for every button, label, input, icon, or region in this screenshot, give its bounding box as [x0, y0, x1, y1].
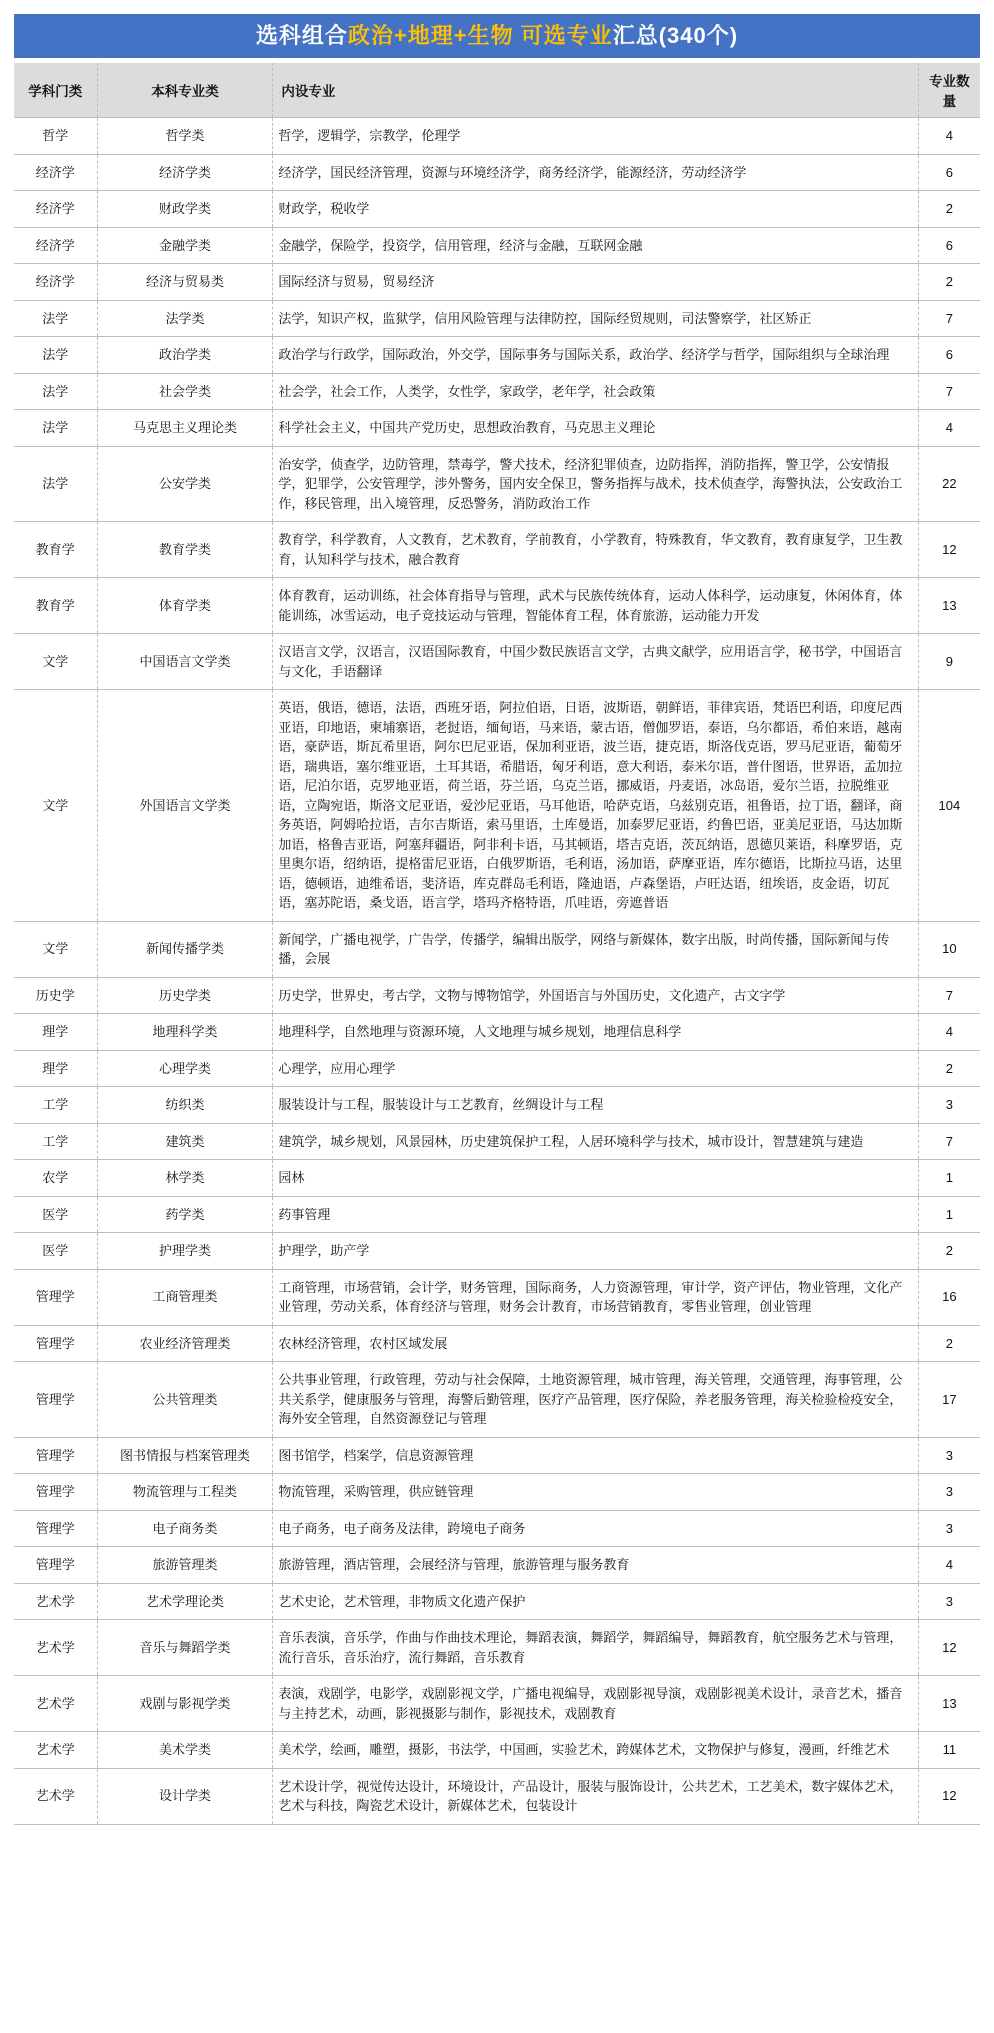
cell-major-count: 1: [918, 1160, 980, 1197]
cell-discipline-category: 工学: [14, 1123, 97, 1160]
cell-included-majors: 公共事业管理，行政管理，劳动与社会保障，土地资源管理，城市管理，海关管理，交通管理，海事管理，公共关系学，健康服务与管理，海警后勤管理，医疗产品管理，医疗保险，养老服务管理，海关检验检疫安全，海外安全管理，自然资源登记与管理: [273, 1362, 918, 1438]
cell-discipline-category: 医学: [14, 1233, 97, 1270]
column-header-major-class: 本科专业类: [97, 63, 273, 118]
table-row: [14, 1087, 980, 1124]
cell-discipline-category: 艺术学: [14, 1583, 97, 1620]
cell-discipline-category: 经济学: [14, 154, 97, 191]
cell-major-count: 3: [918, 1583, 980, 1620]
cell-included-majors: 科学社会主义，中国共产党历史，思想政治教育，马克思主义理论: [273, 410, 918, 447]
cell-major-count: 2: [918, 1325, 980, 1362]
cell-major-count: 2: [918, 1050, 980, 1087]
column-header-majors: 内设专业: [273, 63, 918, 118]
cell-major-class: 体育学类: [97, 578, 273, 634]
table-row: [14, 1547, 980, 1584]
table-row: [14, 1768, 980, 1824]
cell-included-majors: 农林经济管理，农村区域发展: [273, 1325, 918, 1362]
cell-included-majors: 财政学，税收学: [273, 191, 918, 228]
cell-major-count: 104: [918, 690, 980, 922]
table-row: [14, 1362, 980, 1438]
table-header: [14, 63, 980, 118]
table-row: [14, 1732, 980, 1769]
cell-included-majors: 药事管理: [273, 1196, 918, 1233]
cell-major-count: 22: [918, 446, 980, 522]
table-row: [14, 337, 980, 374]
cell-major-class: 纺织类: [97, 1087, 273, 1124]
cell-major-count: 9: [918, 634, 980, 690]
cell-major-count: 7: [918, 1123, 980, 1160]
cell-included-majors: 工商管理，市场营销，会计学，财务管理，国际商务，人力资源管理，审计学，资产评估，物业管理，文化产业管理，劳动关系，体育经济与管理，财务会计教育，市场营销教育，零售业管理，创业管理: [273, 1269, 918, 1325]
table-row: [14, 1196, 980, 1233]
cell-discipline-category: 经济学: [14, 191, 97, 228]
cell-major-class: 电子商务类: [97, 1510, 273, 1547]
cell-major-class: 社会学类: [97, 373, 273, 410]
table-row: [14, 1233, 980, 1270]
cell-discipline-category: 艺术学: [14, 1732, 97, 1769]
cell-major-class: 艺术学理论类: [97, 1583, 273, 1620]
cell-included-majors: 心理学，应用心理学: [273, 1050, 918, 1087]
cell-discipline-category: 历史学: [14, 977, 97, 1014]
cell-discipline-category: 管理学: [14, 1510, 97, 1547]
table-row: [14, 1437, 980, 1474]
cell-major-count: 12: [918, 1620, 980, 1676]
table-row: [14, 977, 980, 1014]
cell-major-count: 4: [918, 1547, 980, 1584]
cell-included-majors: 电子商务，电子商务及法律，跨境电子商务: [273, 1510, 918, 1547]
cell-major-class: 美术学类: [97, 1732, 273, 1769]
cell-discipline-category: 艺术学: [14, 1676, 97, 1732]
cell-discipline-category: 管理学: [14, 1362, 97, 1438]
cell-discipline-category: 艺术学: [14, 1768, 97, 1824]
cell-major-count: 7: [918, 300, 980, 337]
cell-discipline-category: 文学: [14, 634, 97, 690]
cell-major-class: 金融学类: [97, 227, 273, 264]
cell-included-majors: 社会学，社会工作，人类学，女性学，家政学，老年学，社会政策: [273, 373, 918, 410]
cell-discipline-category: 管理学: [14, 1437, 97, 1474]
cell-major-count: 2: [918, 191, 980, 228]
cell-discipline-category: 管理学: [14, 1269, 97, 1325]
cell-included-majors: 英语，俄语，德语，法语，西班牙语，阿拉伯语，日语，波斯语，朝鲜语，菲律宾语，梵语巴利语，印度尼西亚语，印地语，柬埔寨语，老挝语，缅甸语，马来语，蒙古语，僧伽罗语，泰语，乌尔都语，希伯来语，越南语，豪萨语，斯瓦希里语，阿尔巴尼亚语，保加利亚语，波兰语，捷克语，斯洛伐克语，罗马尼亚语，葡萄牙语，瑞典语，塞尔维亚语，土耳其语，希腊语，匈牙利语，意大利语，泰米尔语，普什图语，世界语，孟加拉语，尼泊尔语，克罗地亚语，荷兰语，芬兰语，乌克兰语，挪威语，丹麦语，冰岛语，爱尔兰语，拉脱维亚语，立陶宛语，斯洛文尼亚语，爱沙尼亚语，马耳他语，哈萨克语，乌兹别克语，祖鲁语，拉丁语，翻译，商务英语，阿姆哈拉语，吉尔吉斯语，索马里语，土库曼语，加泰罗尼亚语，约鲁巴语，亚美尼亚语，马达加斯加语，格鲁吉亚语，阿塞拜疆语，阿非利卡语，马其顿语，塔吉克语，茨瓦纳语，恩德贝莱语，科摩罗语，克里奥尔语，绍纳语，提格雷尼亚语，白俄罗斯语，毛利语，汤加语，萨摩亚语，库尔德语，比斯拉马语，达里语，德顿语，迪维希语，斐济语，库克群岛毛利语，隆迪语，卢森堡语，卢旺达语，纽埃语，皮金语，切瓦语，塞苏陀语，桑戈语，语言学，塔玛齐格特语，爪哇语，旁遮普语: [273, 690, 918, 922]
title-selectable-majors: 可选专业: [513, 23, 613, 48]
cell-included-majors: 地理科学，自然地理与资源环境，人文地理与城乡规划，地理信息科学: [273, 1014, 918, 1051]
cell-major-count: 13: [918, 1676, 980, 1732]
cell-major-class: 中国语言文学类: [97, 634, 273, 690]
cell-major-class: 哲学类: [97, 118, 273, 155]
table-row: [14, 1510, 980, 1547]
table-row: [14, 1269, 980, 1325]
cell-major-count: 3: [918, 1510, 980, 1547]
cell-major-class: 建筑类: [97, 1123, 273, 1160]
cell-major-class: 公安学类: [97, 446, 273, 522]
cell-discipline-category: 法学: [14, 300, 97, 337]
cell-major-count: 3: [918, 1474, 980, 1511]
table-row: [14, 1676, 980, 1732]
column-header-category: 学科门类: [14, 63, 97, 118]
cell-discipline-category: 教育学: [14, 578, 97, 634]
cell-major-count: 11: [918, 1732, 980, 1769]
cell-major-count: 3: [918, 1087, 980, 1124]
cell-major-count: 3: [918, 1437, 980, 1474]
table-row: [14, 264, 980, 301]
cell-discipline-category: 理学: [14, 1050, 97, 1087]
cell-discipline-category: 艺术学: [14, 1620, 97, 1676]
cell-major-count: 1: [918, 1196, 980, 1233]
cell-major-class: 设计学类: [97, 1768, 273, 1824]
table-row: [14, 227, 980, 264]
cell-major-class: 工商管理类: [97, 1269, 273, 1325]
cell-discipline-category: 文学: [14, 690, 97, 922]
cell-major-class: 历史学类: [97, 977, 273, 1014]
cell-major-count: 17: [918, 1362, 980, 1438]
cell-discipline-category: 哲学: [14, 118, 97, 155]
cell-major-class: 农业经济管理类: [97, 1325, 273, 1362]
cell-major-count: 6: [918, 337, 980, 374]
cell-included-majors: 旅游管理，酒店管理，会展经济与管理，旅游管理与服务教育: [273, 1547, 918, 1584]
cell-major-count: 16: [918, 1269, 980, 1325]
cell-included-majors: 图书馆学，档案学，信息资源管理: [273, 1437, 918, 1474]
table-row: [14, 921, 980, 977]
cell-major-count: 13: [918, 578, 980, 634]
cell-major-count: 7: [918, 977, 980, 1014]
cell-included-majors: 物流管理，采购管理，供应链管理: [273, 1474, 918, 1511]
title-prefix: 选科组合: [255, 23, 348, 48]
cell-discipline-category: 工学: [14, 1087, 97, 1124]
cell-discipline-category: 教育学: [14, 522, 97, 578]
cell-major-class: 教育学类: [97, 522, 273, 578]
cell-included-majors: 美术学，绘画，雕塑，摄影，书法学，中国画，实验艺术，跨媒体艺术，文物保护与修复，漫画，纤维艺术: [273, 1732, 918, 1769]
table-row: [14, 118, 980, 155]
cell-major-count: 6: [918, 154, 980, 191]
cell-major-class: 外国语言文学类: [97, 690, 273, 922]
majors-table: [14, 63, 980, 1825]
cell-major-class: 法学类: [97, 300, 273, 337]
cell-major-class: 心理学类: [97, 1050, 273, 1087]
cell-major-class: 护理学类: [97, 1233, 273, 1270]
cell-included-majors: 新闻学，广播电视学，广告学，传播学，编辑出版学，网络与新媒体，数字出版，时尚传播，国际新闻与传播，会展: [273, 921, 918, 977]
cell-included-majors: 治安学，侦查学，边防管理，禁毒学，警犬技术，经济犯罪侦查，边防指挥，消防指挥，警卫学，公安情报学，犯罪学，公安管理学，涉外警务，国内安全保卫，警务指挥与战术，技术侦查学，海警执法，公安政治工作，移民管理，出入境管理，反恐警务，消防政治工作: [273, 446, 918, 522]
cell-discipline-category: 农学: [14, 1160, 97, 1197]
table-row: [14, 1123, 980, 1160]
cell-discipline-category: 经济学: [14, 264, 97, 301]
cell-included-majors: 国际经济与贸易，贸易经济: [273, 264, 918, 301]
page-title: [14, 14, 980, 58]
table-row: [14, 154, 980, 191]
cell-discipline-category: 医学: [14, 1196, 97, 1233]
table-row: [14, 300, 980, 337]
cell-discipline-category: 法学: [14, 446, 97, 522]
table-row: [14, 191, 980, 228]
table-row: [14, 373, 980, 410]
cell-discipline-category: 文学: [14, 921, 97, 977]
cell-major-class: 林学类: [97, 1160, 273, 1197]
cell-major-count: 12: [918, 1768, 980, 1824]
table-row: [14, 1583, 980, 1620]
table-row: [14, 578, 980, 634]
cell-included-majors: 园林: [273, 1160, 918, 1197]
cell-included-majors: 金融学，保险学，投资学，信用管理，经济与金融，互联网金融: [273, 227, 918, 264]
cell-included-majors: 教育学，科学教育，人文教育，艺术教育，学前教育，小学教育，特殊教育，华文教育，教育康复学，卫生教育，认知科学与技术，融合教育: [273, 522, 918, 578]
cell-major-class: 财政学类: [97, 191, 273, 228]
table-row: [14, 1160, 980, 1197]
title-subject-combo: 政治+地理+生物: [347, 23, 514, 48]
cell-major-class: 音乐与舞蹈学类: [97, 1620, 273, 1676]
cell-major-class: 地理科学类: [97, 1014, 273, 1051]
cell-major-class: 戏剧与影视学类: [97, 1676, 273, 1732]
cell-major-count: 4: [918, 118, 980, 155]
cell-major-class: 公共管理类: [97, 1362, 273, 1438]
cell-discipline-category: 理学: [14, 1014, 97, 1051]
cell-included-majors: 建筑学，城乡规划，风景园林，历史建筑保护工程，人居环境科学与技术，城市设计，智慧建筑与建造: [273, 1123, 918, 1160]
cell-major-class: 新闻传播学类: [97, 921, 273, 977]
cell-discipline-category: 管理学: [14, 1325, 97, 1362]
table-body: [14, 118, 980, 1825]
cell-major-class: 马克思主义理论类: [97, 410, 273, 447]
cell-major-count: 10: [918, 921, 980, 977]
cell-included-majors: 艺术设计学，视觉传达设计，环境设计，产品设计，服装与服饰设计，公共艺术，工艺美术，数字媒体艺术，艺术与科技，陶瓷艺术设计，新媒体艺术，包装设计: [273, 1768, 918, 1824]
table-row: [14, 1620, 980, 1676]
cell-major-class: 经济学类: [97, 154, 273, 191]
title-suffix: 汇总(340个): [612, 23, 739, 48]
cell-included-majors: 哲学，逻辑学，宗教学，伦理学: [273, 118, 918, 155]
cell-included-majors: 护理学，助产学: [273, 1233, 918, 1270]
cell-included-majors: 法学，知识产权，监狱学，信用风险管理与法律防控，国际经贸规则，司法警察学，社区矫正: [273, 300, 918, 337]
cell-included-majors: 历史学，世界史，考古学，文物与博物馆学，外国语言与外国历史，文化遗产，古文字学: [273, 977, 918, 1014]
cell-major-class: 旅游管理类: [97, 1547, 273, 1584]
cell-included-majors: 汉语言文学，汉语言，汉语国际教育，中国少数民族语言文学，古典文献学，应用语言学，秘书学，中国语言与文化，手语翻译: [273, 634, 918, 690]
cell-included-majors: 服装设计与工程，服装设计与工艺教育，丝绸设计与工程: [273, 1087, 918, 1124]
cell-major-class: 药学类: [97, 1196, 273, 1233]
cell-discipline-category: 管理学: [14, 1474, 97, 1511]
cell-included-majors: 表演，戏剧学，电影学，戏剧影视文学，广播电视编导，戏剧影视导演，戏剧影视美术设计，录音艺术，播音与主持艺术，动画，影视摄影与制作，影视技术，戏剧教育: [273, 1676, 918, 1732]
cell-discipline-category: 法学: [14, 373, 97, 410]
table-row: [14, 1474, 980, 1511]
cell-included-majors: 体育教育，运动训练，社会体育指导与管理，武术与民族传统体育，运动人体科学，运动康复，休闲体育，体能训练，冰雪运动，电子竞技运动与管理，智能体育工程，体育旅游，运动能力开发: [273, 578, 918, 634]
cell-major-count: 4: [918, 1014, 980, 1051]
table-row: [14, 446, 980, 522]
cell-included-majors: 艺术史论，艺术管理，非物质文化遗产保护: [273, 1583, 918, 1620]
cell-included-majors: 音乐表演，音乐学，作曲与作曲技术理论，舞蹈表演，舞蹈学，舞蹈编导，舞蹈教育，航空服务艺术与管理，流行音乐，音乐治疗，流行舞蹈，音乐教育: [273, 1620, 918, 1676]
cell-major-class: 经济与贸易类: [97, 264, 273, 301]
table-row: [14, 1050, 980, 1087]
table-row: [14, 410, 980, 447]
cell-major-class: 物流管理与工程类: [97, 1474, 273, 1511]
cell-included-majors: 经济学，国民经济管理，资源与环境经济学，商务经济学，能源经济，劳动经济学: [273, 154, 918, 191]
cell-major-count: 4: [918, 410, 980, 447]
column-header-count: 专业数量: [918, 63, 980, 118]
cell-major-count: 2: [918, 1233, 980, 1270]
cell-major-count: 2: [918, 264, 980, 301]
cell-discipline-category: 管理学: [14, 1547, 97, 1584]
cell-discipline-category: 经济学: [14, 227, 97, 264]
cell-major-count: 7: [918, 373, 980, 410]
table-row: [14, 1325, 980, 1362]
cell-major-count: 6: [918, 227, 980, 264]
cell-major-class: 图书情报与档案管理类: [97, 1437, 273, 1474]
cell-major-count: 12: [918, 522, 980, 578]
cell-discipline-category: 法学: [14, 410, 97, 447]
table-row: [14, 522, 980, 578]
cell-major-class: 政治学类: [97, 337, 273, 374]
table-row: [14, 634, 980, 690]
table-row: [14, 690, 980, 922]
table-row: [14, 1014, 980, 1051]
cell-included-majors: 政治学与行政学，国际政治，外交学，国际事务与国际关系，政治学、经济学与哲学，国际组织与全球治理: [273, 337, 918, 374]
cell-discipline-category: 法学: [14, 337, 97, 374]
